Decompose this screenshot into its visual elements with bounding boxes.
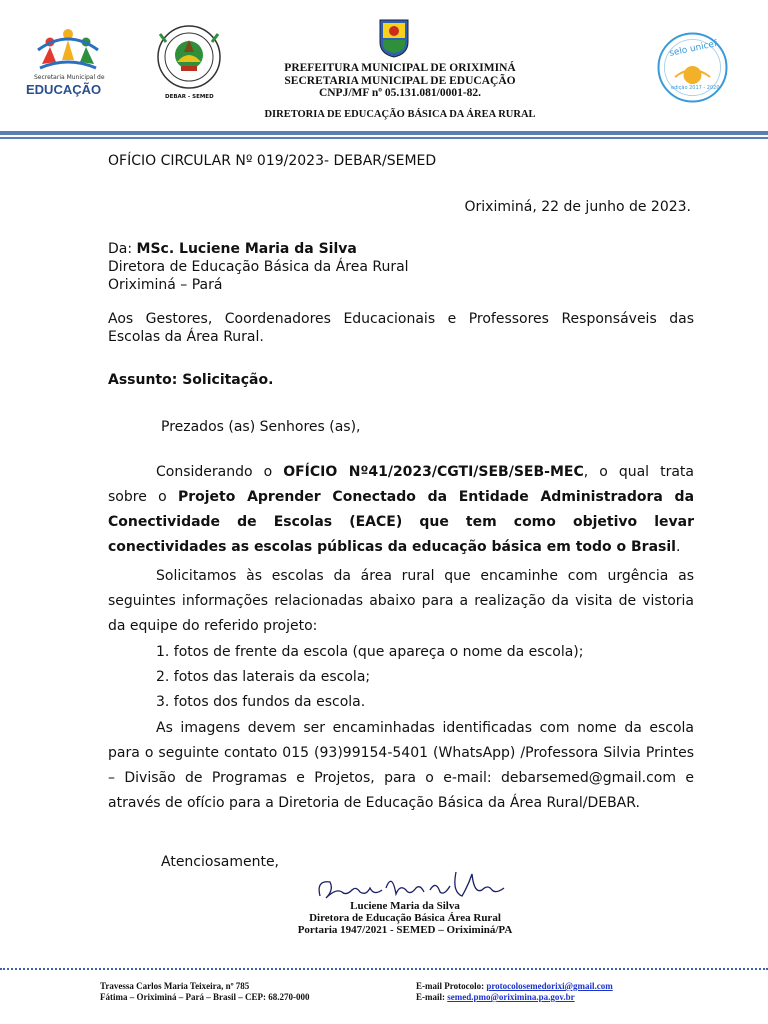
letterhead <box>200 62 600 121</box>
letter-reference: OFÍCIO CIRCULAR Nº 019/2023- DEBAR/SEMED <box>108 153 437 169</box>
paragraph-1 <box>108 460 694 560</box>
semed-email-link[interactable]: semed.pmo@oriximina.pa.gov.br <box>447 992 575 1002</box>
address-line-2: Fátima – Oriximiná – Pará – Brasil – CEP: 68.270-000 <box>100 992 310 1002</box>
address-line-1: Travessa Carlos Maria Teixeira, nº 785 <box>100 981 250 991</box>
p1-end: . <box>675 539 681 555</box>
footer-divider <box>0 968 768 970</box>
logo-caption-big: EDUCAÇÃO <box>26 82 102 97</box>
p1-mid: , o qual trata sobre o <box>108 464 694 505</box>
semed-email-row <box>416 992 613 1003</box>
protocol-email-label: E-mail Protocolo: <box>416 981 485 991</box>
letterhead-line-3: CNPJ/MF nº 05.131.081/0001-82. <box>318 87 482 99</box>
requested-items-list <box>156 640 696 715</box>
letterhead-line-2: SECRETARIA MUNICIPAL DE EDUCAÇÃO <box>284 74 516 87</box>
sender-role: Diretora de Educação Básica da Área Rural <box>108 259 409 275</box>
sender-name: MSc. Luciene Maria da Silva <box>136 241 357 257</box>
semed-email-label: E-mail: <box>416 992 445 1002</box>
letter-date: Oriximiná, 22 de junho de 2023. <box>464 199 691 215</box>
signature-block <box>250 900 560 936</box>
sender-place: Oriximiná – Pará <box>108 277 223 293</box>
header-rule-thick <box>0 131 768 135</box>
unicef-title: selo unicef <box>668 39 719 59</box>
p1-project: Projeto Aprender Conectado da Entidade Administradora da Conectividade de Escolas (EACE) que tem como objetivo levar conectividades as escolas públicas da educação básica em todo o Brasil <box>108 489 695 555</box>
list-item: 3. fotos dos fundos da escola. <box>156 694 366 710</box>
coat-of-arms-icon <box>378 18 410 58</box>
p1-intro: Considerando o <box>156 464 273 480</box>
selo-unicef-logo <box>655 30 730 105</box>
footer-contacts <box>416 981 613 1003</box>
letterhead-line-1: PREFEITURA MUNICIPAL DE ORIXIMINÁ <box>284 62 516 74</box>
header-rule-thin <box>0 137 768 139</box>
subject: Assunto: Solicitação. <box>108 372 274 388</box>
seal-caption: DEBAR - SEMED <box>165 94 214 100</box>
signer-role: Diretora de Educação Básica Área Rural <box>309 912 501 924</box>
list-item: 2. fotos das laterais da escola; <box>156 669 371 685</box>
paragraph-2: Solicitamos às escolas da área rural que encaminhe com urgência as seguintes informações relacionadas abaixo para a realização da visita de vistoria da equipe do referido projeto: <box>108 568 694 634</box>
protocol-email-link[interactable]: protocolosemedorixi@gmail.com <box>486 981 613 991</box>
children-figures-icon <box>28 26 108 76</box>
recipients: Aos Gestores, Coordenadores Educacionais e Professores Responsáveis das Escolas da Área Rural. <box>108 311 694 345</box>
sender-label: Da: <box>108 241 133 257</box>
letterhead-directorate: DIRETORIA DE EDUCAÇÃO BÁSICA DA ÁREA RURAL <box>264 108 536 120</box>
footer-address <box>100 981 309 1003</box>
unicef-subtitle: edição 2017 - 2020 <box>671 85 720 91</box>
p1-oficio-ref: OFÍCIO Nº41/2023/CGTI/SEB/SEB-MEC <box>283 464 584 480</box>
oriximina-coat-of-arms <box>378 18 410 58</box>
secretaria-educacao-logo <box>28 26 108 96</box>
sender-block <box>108 240 357 258</box>
salutation: Prezados (as) Senhores (as), <box>161 419 361 435</box>
paragraph-3: As imagens devem ser encaminhadas identificadas com nome da escola para o seguinte contato 015 (93)99154-5401 (WhatsApp) /Professora Silvia Printes – Divisão de Programas e Projetos, para o e-mail: debarsemed@gmail.com e através de ofício para a Diretoria de Educação Básica da Área Rural/DEBAR. <box>108 720 694 811</box>
protocol-email-row <box>416 981 613 992</box>
signer-name: Luciene Maria da Silva <box>350 900 460 912</box>
logo-caption-small: Secretaria Municipal de <box>34 74 105 81</box>
list-item: 1. fotos de frente da escola (que apareça o nome da escola); <box>156 644 584 660</box>
signer-portaria: Portaria 1947/2021 - SEMED – Oriximiná/PA <box>297 924 513 936</box>
closing: Atenciosamente, <box>161 854 280 870</box>
unicef-seal-icon <box>655 30 730 105</box>
